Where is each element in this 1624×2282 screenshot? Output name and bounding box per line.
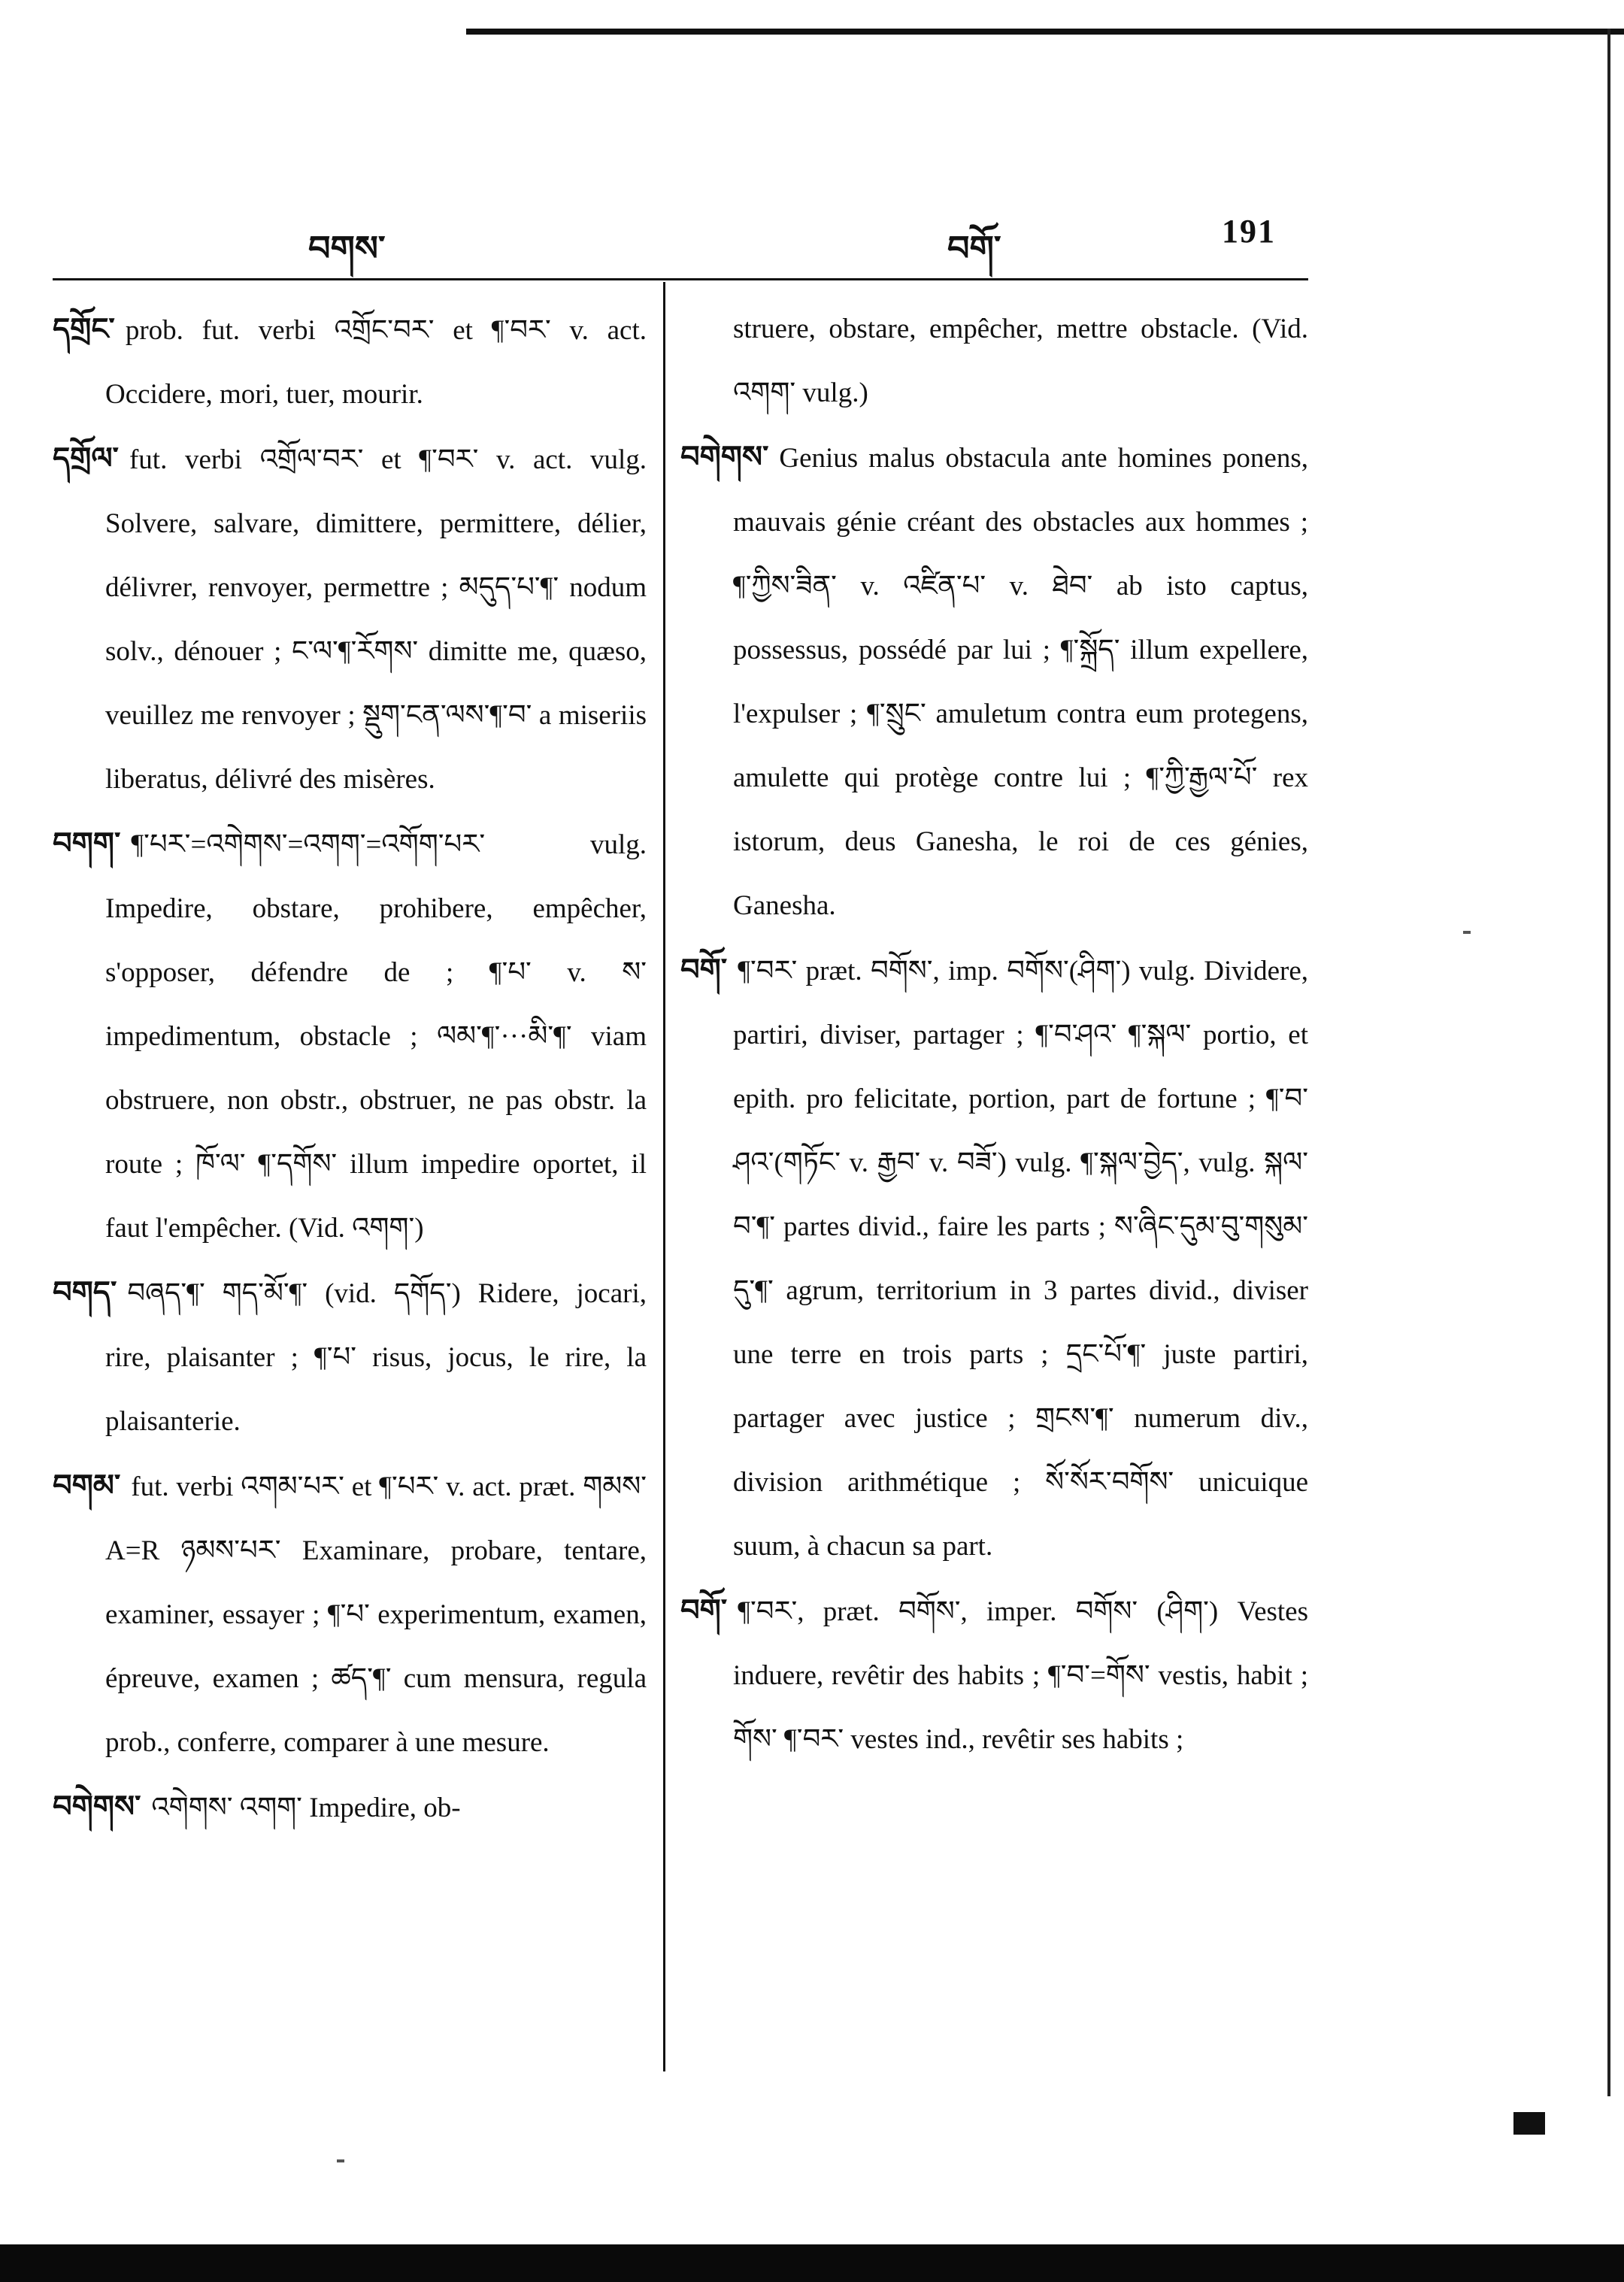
- dictionary-entry: [53, 1453, 647, 1774]
- right-column: [680, 297, 1308, 1771]
- scan-speck: [1463, 931, 1471, 934]
- running-header-left: བགས་: [308, 229, 386, 268]
- dictionary-entry: [680, 1578, 1308, 1771]
- entry-text: Genius malus obstacula ante homines ponens, mauvais génie créant des obstacles aux hommes ; ¶་ཀྱིས་ཟིན་ v. འཛིན་པ་ v. ཐེབ་ ab isto captus, possessus, possédé par lui ; ¶་སྐྲོད་ illum expellere, l'expulser ; ¶་སྲུང་ amuletum contra eum protegens, amulette qui protège contre lui ; ¶་ཀྱི་རྒྱལ་པོ་ rex istorum, deus Ganesha, le roi de ces génies, Ganesha.: [733, 443, 1308, 921]
- entry-headword: བགེགས་: [53, 1790, 141, 1823]
- running-header-center: བགོ་: [947, 229, 1001, 268]
- scan-corner-mark: [1513, 2112, 1545, 2135]
- column-divider: [663, 282, 665, 2071]
- entry-headword: བགོ་: [680, 1593, 728, 1627]
- entry-headword: དགྲོལ་: [53, 441, 119, 475]
- entry-text: ¶་པར་=འགེགས་=འགག་=འགོག་པར་ vulg. Impedire, obstare, prohibere, empêcher, s'opposer, défendre de ; ¶་པ་ v. ས་ impedimentum, obstacle ; ལམ་¶་···མི་¶་ viam obstruere, non obstr., obstruer, ne pas obstr. la route ; ཁོ་ལ་ ¶་དགོས་ illum impedire oportet, il faut l'empêcher. (Vid. འགག་): [105, 829, 647, 1244]
- dictionary-entry-continuation: [680, 297, 1308, 425]
- entry-headword: བགག་: [53, 826, 121, 860]
- entry-text: ¶་བར་, præt. བགོས་, imper. བགོས་ (ཤིག་) Vestes induere, revêtir des habits ; ¶་བ་=གོས་ vestis, habit ; གོས་ ¶་བར་ vestes ind., revêtir ses habits ;: [733, 1596, 1308, 1755]
- dictionary-entry: [53, 811, 647, 1260]
- top-border-rule: [466, 29, 1624, 35]
- entry-headword: བགེགས་: [680, 440, 769, 474]
- entry-text: བཞད་¶་ གད་མོ་¶་ (vid. དགོད་) Ridere, jocari, rire, plaisanter ; ¶་པ་ risus, jocus, le rire, la plaisanterie.: [105, 1278, 647, 1437]
- entry-text: prob. fut. verbi འགྲོང་བར་ et ¶་བར་ v. act. Occidere, mori, tuer, mourir.: [105, 315, 647, 410]
- entry-text: fut. verbi འགམ་པར་ et ¶་པར་ v. act. præt. གམས་ A=R ཉམས་པར་ Examinare, probare, tentare, examiner, essayer ; ¶་པ་ experimentum, examen, épreuve, examen ; ཚད་¶་ cum mensura, regula prob., conferre, comparer à une mesure.: [105, 1471, 647, 1758]
- entry-headword: བགོ་: [680, 953, 728, 986]
- header-rule: [53, 278, 1308, 280]
- entry-headword: དགྲོང་: [53, 312, 115, 346]
- dictionary-entry: [53, 1260, 647, 1453]
- left-column: [53, 297, 647, 1840]
- dictionary-entry: [680, 425, 1308, 938]
- entry-text: fut. verbi འགྲོལ་བར་ et ¶་བར་ v. act. vulg. Solvere, salvare, dimittere, permittere, délier, délivrer, renvoyer, permettre ; མདུད་པ་¶་ nodum solv., dénouer ; ང་ལ་¶་རོགས་ dimitte me, quæso, veuillez me renvoyer ; སྡུག་ངན་ལས་¶་བ་ a miseriis liberatus, délivré des misères.: [105, 444, 647, 795]
- dictionary-entry: [53, 1774, 647, 1840]
- dictionary-entry: [53, 297, 647, 426]
- scan-speck: [337, 2159, 344, 2162]
- scan-bottom-bar: [0, 2244, 1624, 2282]
- dictionary-entry: [53, 426, 647, 811]
- entry-text: ¶་བར་ præt. བགོས་, imp. བགོས་(ཤིག་) vulg. Dividere, partiri, diviser, partager ; ¶་བ་ཤའ་ ¶་སྐལ་ portio, et epith. pro felicitate, portion, part de fortune ; ¶་བ་ཤའ་(གཏོང་ v. རྒྱབ་ v. བཟོ་) vulg. ¶་སྐལ་བྱེད་, vulg. སྐལ་བ་¶་ partes divid., faire les parts ; ས་ཞིང་དུམ་བུ་གསུམ་ དུ་¶་ agrum, territorium in 3 partes divid., diviser une terre en trois parts ; དྲང་པོ་¶་ juste partiri, partager avec justice ; གྲངས་¶་ numerum div., division arithmétique ; སོ་སོར་བགོས་ unicuique suum, à chacun sa part.: [733, 956, 1308, 1562]
- entry-text: འགེགས་ འགག་ Impedire, ob-: [151, 1793, 461, 1823]
- entry-text: struere, obstare, empêcher, mettre obstacle. (Vid. འགག་ vulg.): [733, 314, 1308, 408]
- dictionary-entry: [680, 938, 1308, 1578]
- page-number: 191: [1222, 213, 1276, 250]
- entry-headword: བགམ་: [53, 1468, 121, 1502]
- entry-headword: བགད་: [53, 1275, 117, 1309]
- right-page-edge: [1607, 29, 1610, 2096]
